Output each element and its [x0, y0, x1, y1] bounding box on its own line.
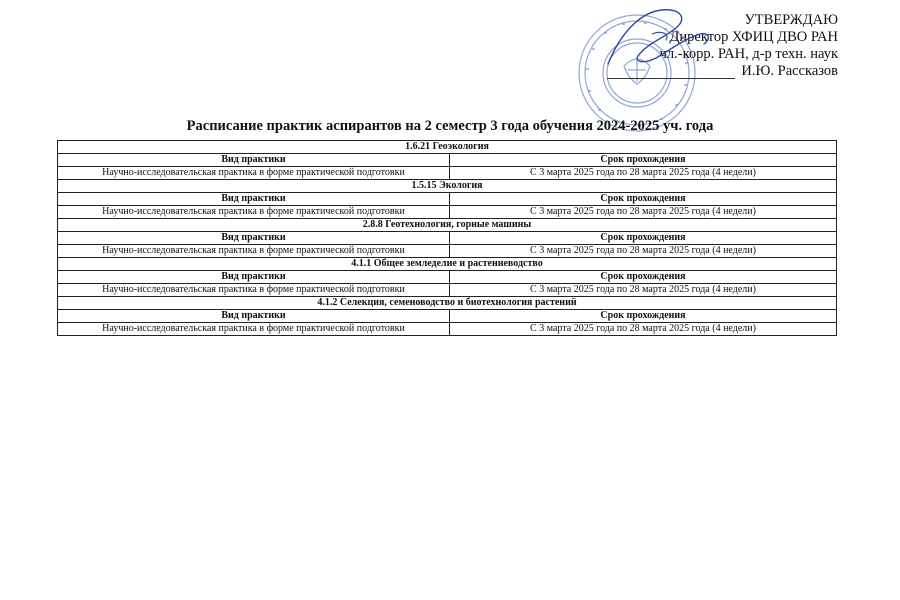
specialty-heading: 1.6.21 Геоэкология — [58, 141, 837, 154]
specialty-heading: 1.5.15 Экология — [58, 180, 837, 193]
column-header-period: Срок прохождения — [450, 154, 837, 167]
specialty-row — [58, 141, 837, 154]
column-header-row — [58, 154, 837, 167]
practice-period-cell: С 3 марта 2025 года по 28 марта 2025 года (4 недели) — [450, 206, 837, 219]
specialty-row — [58, 180, 837, 193]
approval-degree: чл.-корр. РАН, д-р техн. наук — [659, 46, 838, 62]
column-header-period: Срок прохождения — [450, 232, 837, 245]
specialty-heading: 4.1.1 Общее земледелие и растениеводство — [58, 258, 837, 271]
table-row — [58, 245, 837, 258]
column-header-row — [58, 310, 837, 323]
practice-period-cell: С 3 марта 2025 года по 28 марта 2025 года (4 недели) — [450, 245, 837, 258]
approval-position: Директор ХФИЦ ДВО РАН — [669, 29, 838, 45]
table-row — [58, 323, 837, 336]
column-header-type: Вид практики — [58, 232, 450, 245]
approval-heading: УТВЕРЖДАЮ — [744, 12, 838, 28]
specialty-row — [58, 219, 837, 232]
signature-icon — [600, 4, 720, 74]
practice-type-cell: Научно-исследовательская практика в форме практической подготовки — [58, 245, 450, 258]
column-header-period: Срок прохождения — [450, 310, 837, 323]
column-header-row — [58, 193, 837, 206]
specialty-row — [58, 258, 837, 271]
column-header-period: Срок прохождения — [450, 271, 837, 284]
practice-type-cell: Научно-исследовательская практика в форме практической подготовки — [58, 206, 450, 219]
document-title: Расписание практик аспирантов на 2 семестр 3 года обучения 2024-2025 уч. года — [186, 118, 714, 134]
column-header-period: Срок прохождения — [450, 193, 837, 206]
approval-name: И.Ю. Рассказов — [741, 63, 838, 79]
practice-type-cell: Научно-исследовательская практика в форме практической подготовки — [58, 284, 450, 297]
column-header-type: Вид практики — [58, 271, 450, 284]
practice-period-cell: С 3 марта 2025 года по 28 марта 2025 года (4 недели) — [450, 323, 837, 336]
schedule-table — [57, 140, 837, 336]
column-header-type: Вид практики — [58, 154, 450, 167]
specialty-row — [58, 297, 837, 310]
table-row — [58, 206, 837, 219]
table-row — [58, 167, 837, 180]
table-row — [58, 284, 837, 297]
practice-period-cell: С 3 марта 2025 года по 28 марта 2025 года (4 недели) — [450, 284, 837, 297]
column-header-row — [58, 271, 837, 284]
column-header-type: Вид практики — [58, 310, 450, 323]
specialty-heading: 2.8.8 Геотехнология, горные машины — [58, 219, 837, 232]
column-header-type: Вид практики — [58, 193, 450, 206]
practice-type-cell: Научно-исследовательская практика в форме практической подготовки — [58, 167, 450, 180]
practice-period-cell: С 3 марта 2025 года по 28 марта 2025 года (4 недели) — [450, 167, 837, 180]
practice-type-cell: Научно-исследовательская практика в форме практической подготовки — [58, 323, 450, 336]
specialty-heading: 4.1.2 Селекция, семеноводство и биотехнология растений — [58, 297, 837, 310]
signature-line — [607, 78, 735, 79]
column-header-row — [58, 232, 837, 245]
